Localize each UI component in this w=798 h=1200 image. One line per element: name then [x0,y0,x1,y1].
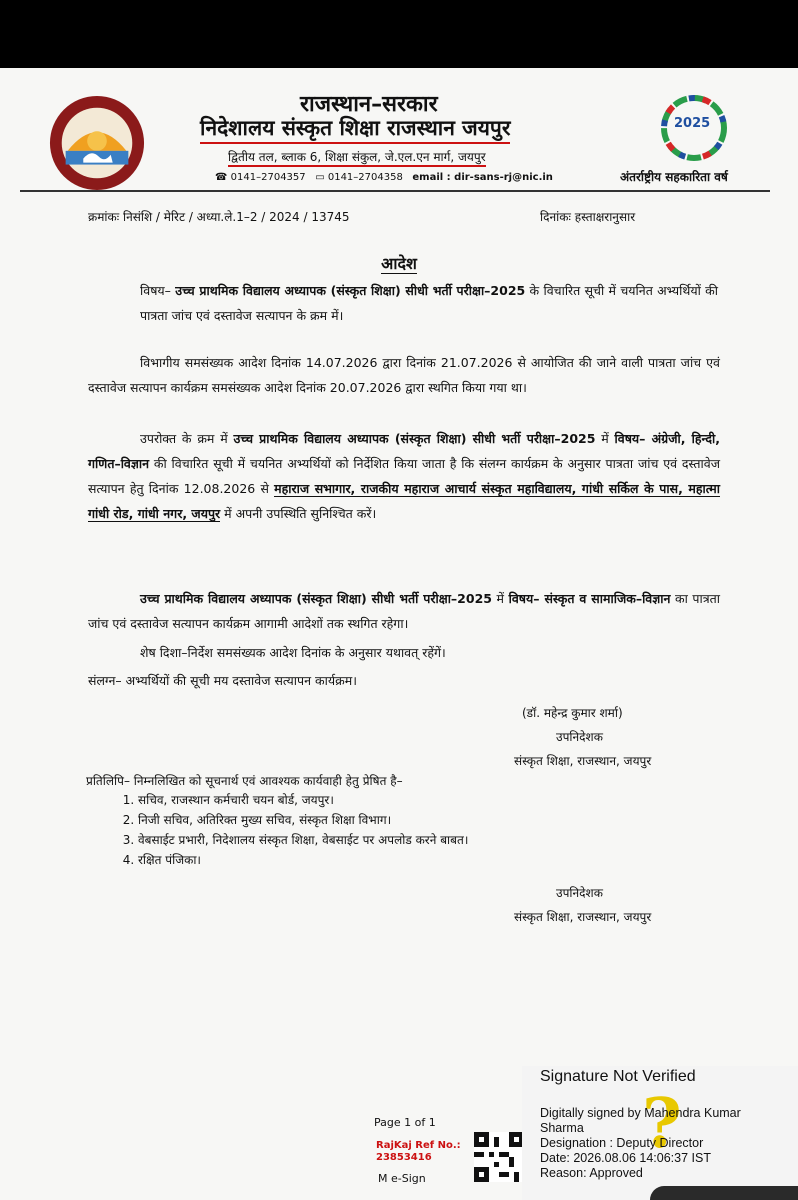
order-title: आदेश [381,254,417,273]
paragraph-4: शेष दिशा–निर्देश समसंख्यक आदेश दिनांक के अनुसार यथावत् रहेंगें। [140,645,446,660]
paragraph-2: उपरोक्त के क्रम में उच्च प्राथमिक विद्यालय अध्यापक (संस्कृत शिक्षा) सीधी भर्ती परीक्षा–2025 में विषय– अंग्रेजी, हिन्दी, गणित–विज्ञान की विचारित सूची में चयनित अभ्यर्थियों को निर्देशित किया जाता है कि संलग्न कार्यक्रम के अनुसार पात्रता जांच एवं दस्तावेज सत्यापन हेतु दिनांक 12.08.2026 से महाराज सभागार, राजकीय महाराज आचार्य संस्कृत महाविद्यालय, गांधी सर्किल के पास, महात्मा गांधी रोड, गांधी नगर, जयपुर में अपनी उपस्थिति सुनिश्चित करें। [88,431,721,521]
signature-signed-by: Digitally signed by Mahendra Kumar [540,1106,741,1120]
fax-icon: ▭ [315,172,325,183]
page-number: Page 1 of 1 [374,1116,436,1129]
phone-icon: ☎ [215,172,228,183]
signature-status: Signature Not Verified [540,1068,696,1085]
signature-signed-by-cont: Sharma [540,1121,584,1135]
reference-date: दिनांकः हस्ताक्षरानुसार [540,210,636,224]
enclosure-line: संलग्न– अभ्यर्थियों की सूची मय दस्तावेज सत्यापन कार्यक्रम। [88,673,357,688]
document-page [0,68,798,1200]
fax-number: 0141–2704358 [327,172,403,183]
list-item: 1. सचिव, राजस्थान कर्मचारी चयन बोर्ड, जयपुर। [138,790,468,810]
photo-edge-shadow [650,1186,798,1200]
qr-code-icon [474,1132,524,1182]
header-divider [20,190,770,192]
signatory2-office: संस्कृत शिक्षा, राजस्थान, जयपुर [514,910,652,924]
header-government: राजस्थान–सरकार [300,92,438,117]
signature-designation: Designation : Deputy Director [540,1136,704,1150]
phone-number: 0141–2704357 [230,172,306,183]
subject-paragraph: विषय– उच्च प्राथमिक विद्यालय अध्यापक (संस्कृत शिक्षा) सीधी भर्ती परीक्षा–2025 के विचारित सूची में चयनित अभ्यर्थियों की पात्रता जांच एवं दस्तावेज सत्यापन के क्रम में। [140,283,718,323]
mesign-label: M e-Sign [378,1172,426,1185]
rajkaj-ref: RajKaj Ref No.: 23853416 [376,1140,461,1163]
question-mark-icon: ? [642,1084,682,1164]
paragraph-3: उच्च प्राथमिक विद्यालय अध्यापक (संस्कृत शिक्षा) सीधी भर्ती परीक्षा–2025 में विषय– संस्कृत व सामाजिक–विज्ञान का पात्रता जांच एवं दस्तावेज सत्यापन कार्यक्रम आगामी आदेशों तक स्थगित रहेगा। [88,591,721,631]
top-dark-band [0,0,798,68]
copy-to-intro: प्रतिलिपि– निम्नलिखित को सूचनार्थ एवं आवश्यक कार्यवाही हेतु प्रेषित है– [86,774,403,788]
logo-year: 2025 [674,116,711,131]
directorate-seal-icon [48,94,146,192]
list-item: 3. वेबसाईट प्रभारी, निदेशालय संस्कृत शिक्षा, वेबसाईट पर अपलोड करने बाबत। [138,830,468,850]
reference-number: क्रमांकः निसंशि / मेरिट / अध्या.ले.1–2 / 2024 / 13745 [88,210,350,224]
header-directorate: निदेशालय संस्कृत शिक्षा राजस्थान जयपुर [200,114,510,144]
signatory-name: (डॉ. महेन्द्र कुमार शर्मा) [522,706,623,720]
signatory-office: संस्कृत शिक्षा, राजस्थान, जयपुर [514,754,652,768]
list-item: 2. निजी सचिव, अतिरिक्त मुख्य सचिव, संस्कृत शिक्षा विभाग। [138,810,468,830]
signatory2-designation: उपनिदेशक [556,886,603,900]
signature-reason: Reason: Approved [540,1166,643,1180]
list-item: 4. रक्षित पंजिका। [138,850,468,870]
header-contact [215,172,553,183]
header-address: द्वितीय तल, ब्लाक 6, शिक्षा संकुल, जे.एल.एन मार्ग, जयपुर [228,148,486,167]
email-text: email : dir-sans-rj@nic.in [412,172,553,183]
logo-caption: अंतर्राष्ट्रीय सहकारिता वर्ष [620,170,728,184]
signature-date: Date: 2026.08.06 14:06:37 IST [540,1151,711,1165]
digital-signature-box [522,1066,798,1200]
signatory-designation: उपनिदेशक [556,730,603,744]
copy-to-list [112,790,468,870]
paragraph-1: विभागीय समसंख्यक आदेश दिनांक 14.07.2026 द्वारा दिनांक 21.07.2026 से आयोजित की जाने वाली पात्रता जांच एवं दस्तावेज सत्यापन कार्यक्रम समसंख्यक आदेश दिनांक 20.07.2026 द्वारा स्थगित किया गया था। [88,355,720,395]
